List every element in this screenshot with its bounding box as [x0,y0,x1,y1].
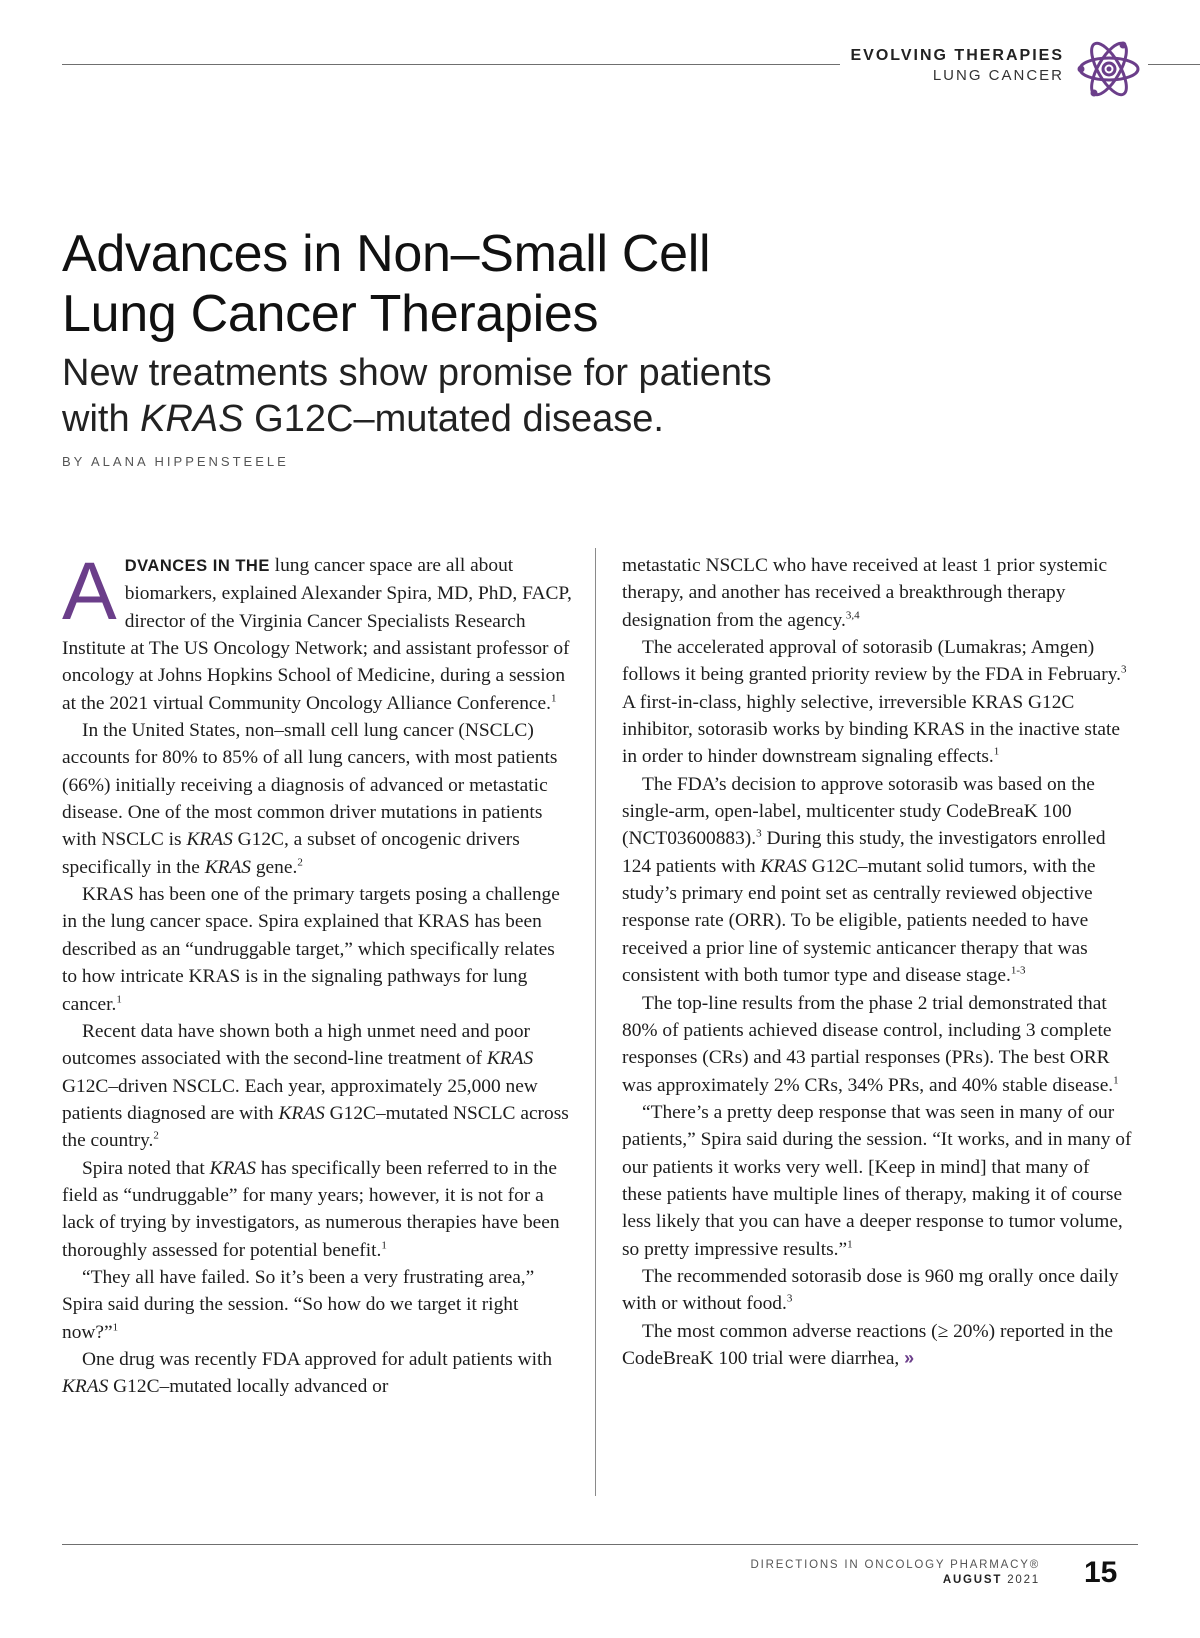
paragraph: In the United States, non–small cell lung cancer (NSCLC) accounts for 80% to 85% of all lung cancers, with most patients (66%) initially receiving a diagnosis of advanced or metastatic disease. One of the most common driver mutations in patients with NSCLC is KRAS G12C, a subset of oncogenic drivers specifically in the KRAS gene.$^2$ [62,720,558,878]
paragraph: The FDA’s decision to approve sotorasib was based on the single-arm, open-label, multicenter study CodeBreaK 100 (NCT03600883).$^3$ During this study, the investigators enrolled 124 patients with KRAS G12C–mutant solid tumors, with the study’s primary end point set as centrally reviewed objective response rate (ORR). To be eligible, patients needed to have received a prior line of systemic anticancer therapy that was consistent with both tumor type and disease stage.$^{1-3}$ [622,773,1106,987]
footer-month: AUGUST [942,1574,1003,1586]
article-title [62,224,1062,344]
paragraph: The most common adverse reactions (≥ 20%) reported in the CodeBreaK 100 trial were diarrhea, » [622,1320,1114,1369]
footer [750,1558,1040,1588]
paragraph: ADVANCES IN THE lung cancer space are all about biomarkers, explained Alexander Spira, MD, PhD, FACP, director of the Virginia Cancer Specialists Research Institute at The US Oncology Network; and assistant professor of oncology at Johns Hopkins School of Medicine, during a session at the 2021 virtual Community Oncology Alliance Conference.$^1$ [62,546,572,714]
article-title-line1: Advances in Non–Small Cell [62,225,711,283]
column-divider [595,548,596,1496]
paragraph: The accelerated approval of sotorasib (Lumakras; Amgen) follows it being granted priority review by the FDA in February.$^3$ A first-in-class, highly selective, irreversible KRAS G12C inhibitor, sotorasib works by binding KRAS in the inactive state in order to hinder downstream signaling effects.$^1$ [622,637,1127,768]
continued-arrow-icon: » [904,1347,915,1368]
section-header [850,46,1064,86]
article-title-line2: Lung Cancer Therapies [62,285,599,343]
body-column-right [622,552,1134,1372]
header-rule-right [1148,64,1200,65]
footer-publication: DIRECTIONS IN ONCOLOGY PHARMACY® [750,1559,1040,1571]
article-subtitle-gene: KRAS [140,398,244,440]
article-subtitle-pre: with [62,398,141,440]
lead-in: DVANCES IN THE [124,557,270,575]
article-subtitle-line1: New treatments show promise for patients [62,352,772,394]
paragraph: “There’s a pretty deep response that was seen in many of our patients,” Spira said during the session. “It works, and in many of our patients it works very well. [Keep in mind] that many of these patients have multiple lines of therapy, making it of course less likely that you can have a deeper response to tumor volume, so pretty impressive results.”$^1$ [622,1101,1132,1260]
section-subtitle: LUNG CANCER [932,67,1064,84]
atom-icon [1076,36,1142,102]
byline: BY ALANA HIPPENSTEELE [62,454,289,469]
paragraph: KRAS has been one of the primary targets posing a challenge in the lung cancer space. Spira explained that KRAS has been described as an “undruggable target,” which specifically relates to how intricate KRAS is in the signaling pathways for lung cancer.$^1$ [62,884,560,1015]
paragraph: “They all have failed. So it’s been a very frustrating area,” Spira said during the session. “So how do we target it right now?”$^1$ [62,1266,535,1343]
header-rule-left [62,64,840,65]
article-subtitle-post: G12C–mutated disease. [243,398,664,440]
paragraph: metastatic NSCLC who have received at least 1 prior systemic therapy, and another has received a breakthrough therapy designation from the agency.$^{3,4}$ [622,555,1108,631]
paragraph: The top-line results from the phase 2 trial demonstrated that 80% of patients achieved disease control, including 3 complete responses (CRs) and 43 partial responses (PRs). The best ORR was approximately 2% CRs, 34% PRs, and 40% stable disease.$^1$ [622,992,1119,1096]
paragraph: The recommended sotorasib dose is 960 mg orally once daily with or without food.$^3$ [622,1265,1119,1315]
paragraph: One drug was recently FDA approved for adult patients with KRAS G12C–mutated locally advanced or [62,1348,553,1398]
drop-cap: A [62,546,117,637]
body-column-left [62,546,574,1401]
section-title: EVOLVING THERAPIES [850,47,1064,64]
article-subtitle [62,350,1062,442]
footer-year: 2021 [1007,1574,1040,1586]
footer-rule [62,1544,1138,1545]
footer-date [750,1573,1040,1588]
paragraph: Spira noted that KRAS has specifically been referred to in the field as “undruggable” for many years; however, it is not for a lack of trying by investigators, as numerous therapies have been thoroughly assessed for potential benefit.$^1$ [62,1157,560,1261]
paragraph: Recent data have shown both a high unmet need and poor outcomes associated with the second-line treatment of KRAS G12C–driven NSCLC. Each year, approximately 25,000 new patients diagnosed are with KRAS G12C–mutated NSCLC across the country.$^2$ [62,1020,569,1152]
page-number: 15 [1084,1556,1118,1589]
